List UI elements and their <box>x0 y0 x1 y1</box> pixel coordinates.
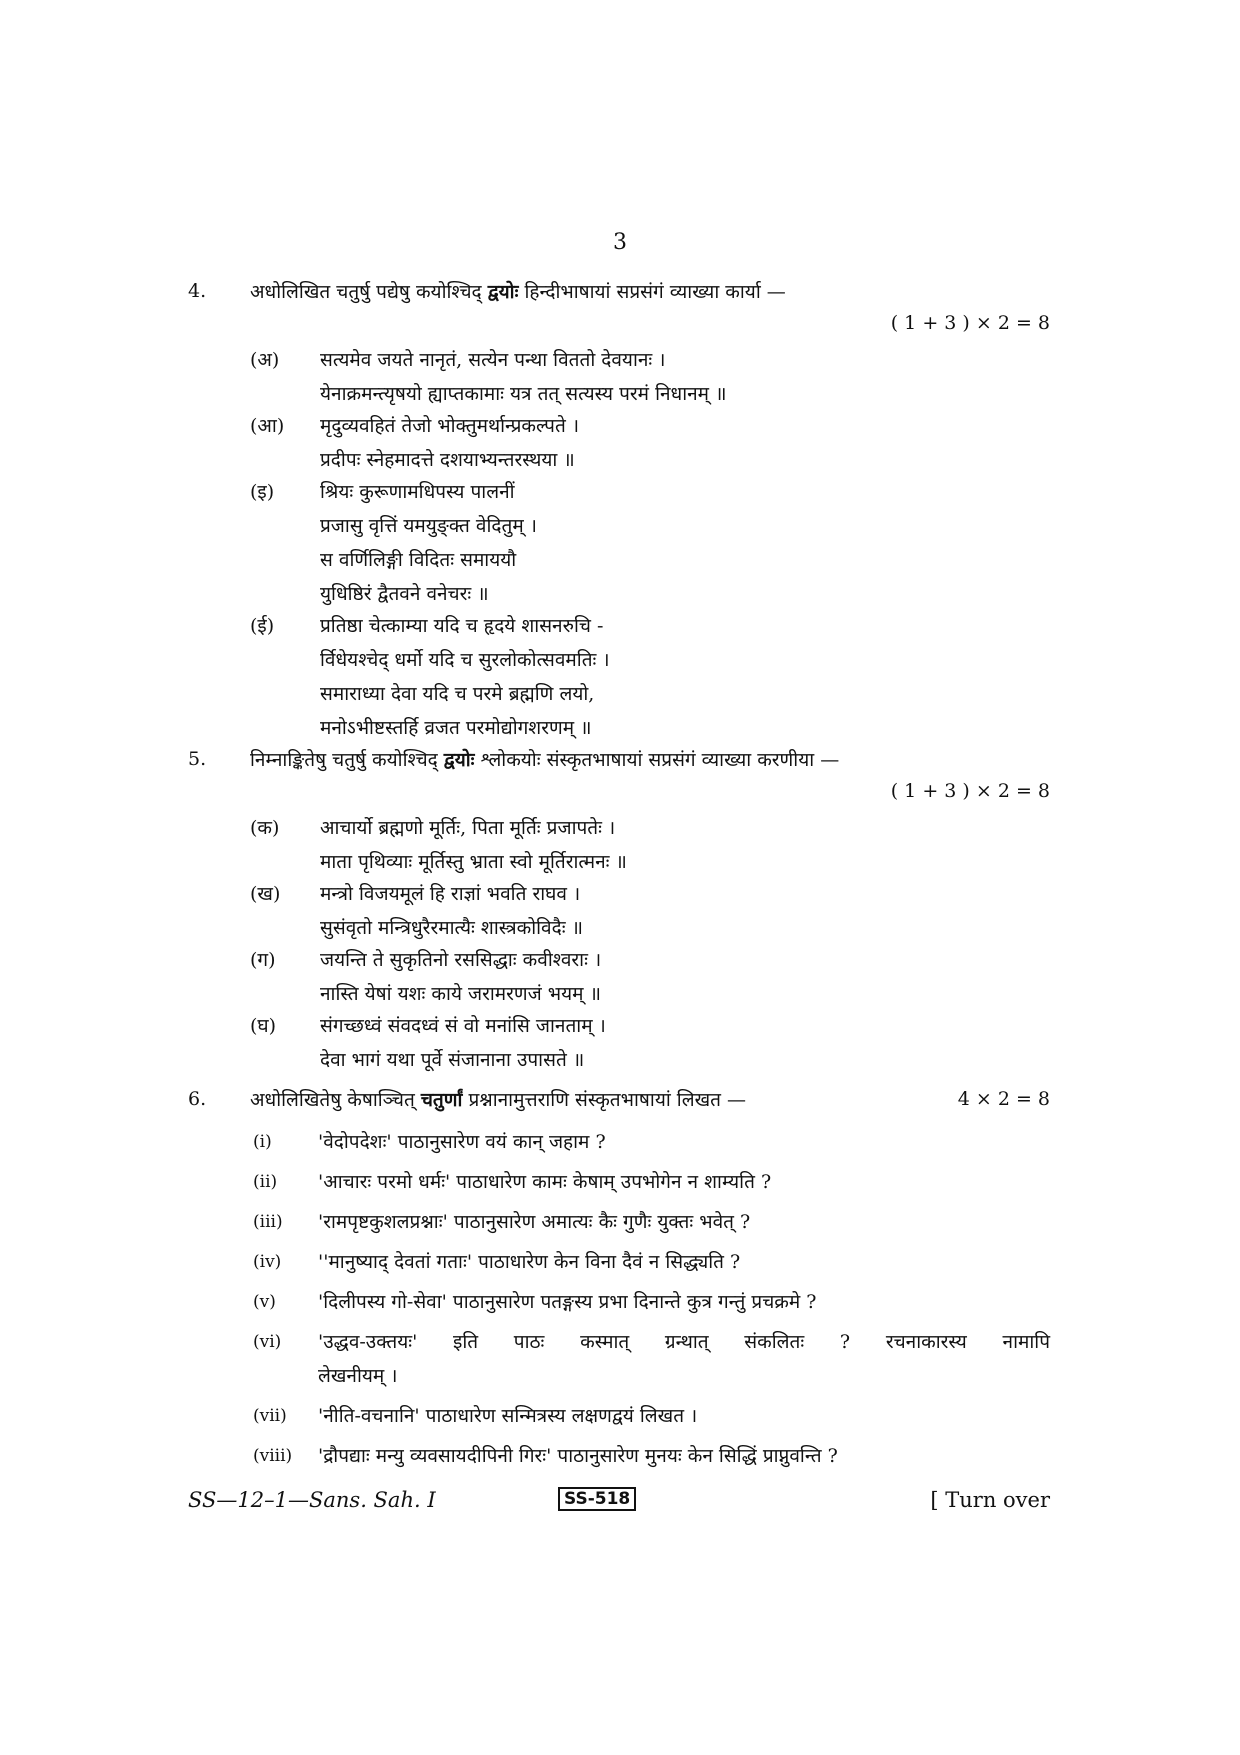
question-5-text <box>250 746 839 772</box>
question-5-number: 5. <box>188 748 207 770</box>
subquestion-text: ''मानुष्याद् देवतां गताः' पाठाधारेण केन विना दैवं न सिद्ध्यति ? <box>318 1251 741 1273</box>
verse-line: आचार्यो ब्रह्मणो मूर्तिः, पिता मूर्तिः प्रजापतेः । <box>320 817 616 839</box>
verse-line: संगच्छध्वं संवदध्वं सं वो मनांसि जानताम् । <box>320 1015 606 1037</box>
item-label: (आ) <box>250 415 285 437</box>
footer-paper-code: SS—12–1—Sans. Sah. I <box>188 1488 436 1512</box>
subquestion-label: (iii) <box>253 1212 283 1232</box>
question-4-bold: द्वयोः <box>487 281 519 303</box>
question-5-text-part: श्लोकयोः संस्कृतभाषायां सप्रसंगं व्याख्या करणीया — <box>480 749 840 771</box>
subquestion-text: 'वेदोपदेशः' पाठानुसारेण वयं कान् जहाम ? <box>318 1131 606 1153</box>
question-6-number: 6. <box>188 1088 207 1110</box>
verse-line: समाराध्या देवा यदि च परमे ब्रह्मणि लयो, <box>320 683 595 705</box>
verse-line: युधिष्ठिरं द्वैतवने वनेचरः ॥ <box>320 583 489 605</box>
question-6-text-part: प्रश्नानामुत्तराणि संस्कृतभाषायां लिखत — <box>468 1089 747 1111</box>
subquestion-label: (iv) <box>253 1252 282 1272</box>
question-4-marks: ( 1 + 3 ) × 2 = 8 <box>890 312 1050 334</box>
question-5-bold: द्वयोः <box>443 749 475 771</box>
item-label: (अ) <box>250 349 280 371</box>
question-6-bold: चतुर्णां <box>420 1089 463 1111</box>
verse-line: सुसंवृतो मन्त्रिधुरैरमात्यैः शास्त्रकोविदैः ॥ <box>320 917 583 939</box>
question-6-text <box>250 1086 746 1112</box>
subquestion-text: 'द्रौपद्याः मन्यु व्यवसायदीपिनी गिरः' पाठानुसारेण मुनयः केन सिद्धिं प्राप्नुवन्ति ? <box>318 1445 838 1467</box>
verse-line: मृदुव्यवहितं तेजो भोक्तुमर्थान्प्रकल्पते । <box>320 415 580 437</box>
question-6-marks: 4 × 2 = 8 <box>957 1088 1050 1110</box>
question-4-number: 4. <box>188 280 207 302</box>
question-5-marks: ( 1 + 3 ) × 2 = 8 <box>890 780 1050 802</box>
subquestion-text: 'उद्धव-उक्तयः' इति पाठः कस्मात् ग्रन्थात् संकलितः ? रचनाकारस्य नामापि <box>318 1331 1050 1353</box>
page-number: 3 <box>613 230 627 255</box>
footer-series-code-box: SS-518 <box>558 1487 636 1511</box>
subquestion-label: (vii) <box>253 1406 287 1426</box>
subquestion-label: (ii) <box>253 1172 278 1192</box>
verse-line: सत्यमेव जयते नानृतं, सत्येन पन्था विततो देवयानः । <box>320 349 666 371</box>
verse-line: प्रदीपः स्नेहमादत्ते दशयाभ्यन्तरस्थया ॥ <box>320 449 575 471</box>
subquestion-label: (i) <box>253 1132 272 1152</box>
item-label: (क) <box>250 817 280 839</box>
subquestion-text: 'रामपृष्टकुशलप्रश्नाः' पाठानुसारेण अमात्यः कैः गुणैः युक्तः भवेत् ? <box>318 1211 751 1233</box>
item-label: (ख) <box>250 883 281 905</box>
item-label: (ई) <box>250 615 275 637</box>
verse-line: र्विधेयश्चेद् धर्मो यदि च सुरलोकोत्सवमतिः । <box>320 649 610 671</box>
item-label: (ग) <box>250 949 276 971</box>
verse-line: श्रियः कुरूणामधिपस्य पालनीं <box>320 481 515 503</box>
verse-line: मनोऽभीष्टस्तर्हि व्रजत परमोद्योगशरणम् ॥ <box>320 717 592 739</box>
subquestion-label: (vi) <box>253 1332 282 1352</box>
subquestion-label: (viii) <box>253 1446 293 1466</box>
item-label: (घ) <box>250 1015 277 1037</box>
verse-line: माता पृथिव्याः मूर्तिस्तु भ्राता स्वो मूर्तिरात्मनः ॥ <box>320 851 627 873</box>
subquestion-text: 'नीति-वचनानि' पाठाधारेण सन्मित्रस्य लक्षणद्वयं लिखत । <box>318 1405 698 1427</box>
verse-line: स वर्णिलिङ्गी विदितः समाययौ <box>320 549 517 571</box>
question-4-text-part: अधोलिखित चतुर्षु पद्येषु कयोश्चिद् <box>250 281 482 303</box>
item-label: (इ) <box>250 481 275 503</box>
verse-line: जयन्ति ते सुकृतिनो रससिद्धाः कवीश्वराः । <box>320 949 602 971</box>
verse-line: येनाक्रमन्त्यृषयो ह्याप्तकामाः यत्र तत् सत्यस्य परमं निधानम् ॥ <box>320 383 727 405</box>
verse-line: प्रजासु वृत्तिं यमयुङ्क्त वेदितुम् । <box>320 515 537 537</box>
footer-turn-over: [ Turn over <box>930 1488 1050 1512</box>
question-4-text-part: हिन्दीभाषायां सप्रसंगं व्याख्या कार्या — <box>524 281 786 303</box>
verse-line: मन्त्रो विजयमूलं हि राज्ञां भवति राघव । <box>320 883 581 905</box>
subquestion-text: 'दिलीपस्य गो-सेवा' पाठानुसारेण पतङ्गस्य प्रभा दिनान्ते कुत्र गन्तुं प्रचक्रमे ? <box>318 1291 817 1313</box>
subquestion-label: (v) <box>253 1292 276 1312</box>
question-6-text-part: अधोलिखितेषु केषाञ्चित् <box>250 1089 415 1111</box>
verse-line: प्रतिष्ठा चेत्काम्या यदि च हृदये शासनरुचि - <box>320 615 604 637</box>
subquestion-text: लेखनीयम् । <box>318 1365 398 1387</box>
subquestion-text: 'आचारः परमो धर्मः' पाठाधारेण कामः केषाम् उपभोगेन न शाम्यति ? <box>318 1171 772 1193</box>
question-5-text-part: निम्नाङ्कितेषु चतुर्षु कयोश्चिद् <box>250 749 438 771</box>
verse-line: देवा भागं यथा पूर्वे संजानाना उपासते ॥ <box>320 1049 585 1071</box>
verse-line: नास्ति येषां यशः काये जरामरणजं भयम् ॥ <box>320 983 601 1005</box>
question-4-text <box>250 278 786 304</box>
